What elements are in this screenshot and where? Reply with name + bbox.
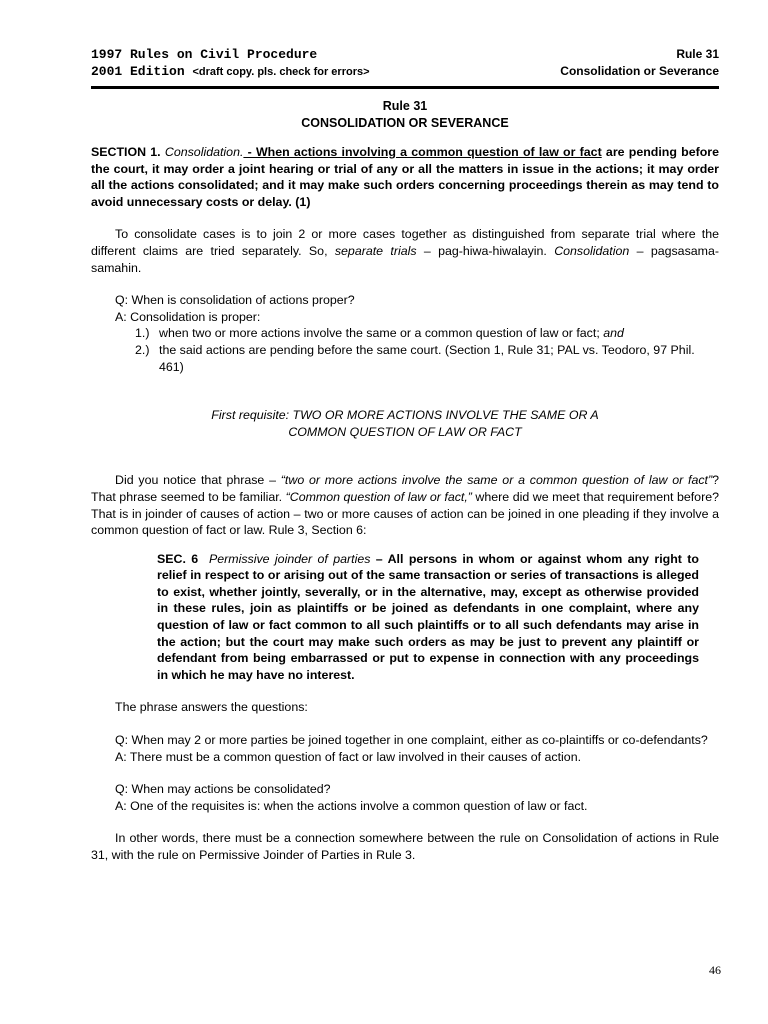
question: Q: When may 2 or more parties be joined together in one complaint, either as co-plaintiffs or co-defendants? [115,733,708,748]
page-number: 46 [709,963,721,977]
rule-number: Rule 31 [382,99,428,113]
paragraph-consolidate-definition [91,226,719,276]
list-item-number: 1.) [135,326,150,341]
sec6-quote-block [91,551,719,684]
qa-actions-consolidated [91,781,719,814]
section-1-name: Consolidation. [164,145,244,159]
para2-quote-2: “Common question of law or fact,” [285,489,472,504]
header-edition [91,63,370,81]
question: Q: When is consolidation of actions proper? [115,293,355,308]
header-edition-year: 2001 Edition [91,64,185,79]
header-book-title: 1997 Rules on Civil Procedure [91,47,318,62]
sec6-text [135,551,699,684]
list-item [135,325,719,342]
sec6-name: Permissive joinder of parties [208,551,371,566]
list-item [135,342,719,375]
list-item-number: 2.) [135,342,150,357]
para2-text-a: Did you notice that phrase – [115,473,281,488]
para1-text-a: To consolidate cases is to join 2 or more cases together as distinguished from separate trial where the different claims are tried separately. So, [91,227,719,258]
para2-text-c: ? That phrase seemed to be familiar. [91,473,720,504]
header-rule-number: Rule 31 [676,47,719,61]
page-header [91,46,719,89]
sec6-label: SEC. 6 [157,551,199,566]
paragraph-phrase-familiar [91,472,719,538]
list-item-emphasis: and [603,326,624,341]
answer: A: Consolidation is proper: [115,309,261,324]
answer: A: One of the requisites is: when the actions involve a common question of law or fact. [115,798,588,813]
section-1-label: SECTION 1. [91,145,161,159]
section-1-dash: - [243,145,256,159]
header-rule-title: Consolidation or Severance [560,64,719,78]
list-item-text: the said actions are pending before the same court. (Section 1, Rule 31; PAL vs. Teodoro, 97 Phil. 461) [159,342,695,374]
paragraph-conclusion: In other words, there must be a connection somewhere between the rule on Consolidation of actions in Rule 31, with the rule on Permissive Joinder of Parties in Rule 3. [91,831,719,862]
qa-consolidation-proper [91,292,719,325]
para1-term-separate-trials: separate trials [334,243,417,258]
header-left [91,46,370,81]
page-body [91,98,719,864]
header-draft-note: <draft copy. pls. check for errors> [192,66,370,78]
rule-title [91,98,719,132]
requisite-line-2: COMMON QUESTION OF LAW OR FACT [288,424,522,439]
section-1-underlined: When actions involving a common question of law or fact [255,145,602,159]
requisite-line-1: First requisite: TWO OR MORE ACTIONS INVOLVE THE SAME OR A [211,408,599,423]
para1-text-c: – pag-hiwa-hiwalayin. [416,243,555,258]
sec6-body: – All persons in whom or against whom any right to relief in respect to or arising out of the same transaction or series of transactions is alleged to exist, whether jointly, severally, or in the alternative, may, except as otherwise provided in these rules, join as plaintiffs or be joined as defendants in one complaint, where any question of law or fact common to all such plaintiffs or to all such defendants may arise in the action; but the court may make such orders as may be just to prevent any plaintiff or defendant from being embarrassed or put to expense in connection with any proceedings in which he may have no interest. [157,551,699,682]
section-1-text [91,144,719,210]
para2-text-e: where did we meet that requirement before? That is in joinder of causes of action – two or more causes of action can be joined in one pleading if they involve a common question of fact or law. Rule 3, Section 6: [91,489,719,538]
list-item-text: when two or more actions involve the same or a common question of law or fact; [159,326,604,341]
qa-parties-joined [91,732,719,765]
phrase-answers: The phrase answers the questions: [115,700,308,715]
rule-name: CONSOLIDATION OR SEVERANCE [301,116,509,130]
header-right [560,46,719,80]
para1-term-consolidation: Consolidation [554,243,630,258]
section-1-rest: are pending before the court, it may order a joint hearing or trial of any or all the matters in issue in the actions; it may order all the actions consolidated; and it may make such orders concerning proceedings therein as may tend to avoid unnecessary costs or delay. (1) [91,145,720,209]
question: Q: When may actions be consolidated? [115,782,331,797]
para1-text-e: – pagsasama-samahin. [91,243,719,275]
answer: A: There must be a common question of fact or law involved in their causes of action. [115,749,582,764]
requisites-list [91,325,719,375]
first-requisite-heading [91,407,719,440]
para2-quote-1: “two or more actions involve the same or a common question of law or fact” [280,473,713,488]
